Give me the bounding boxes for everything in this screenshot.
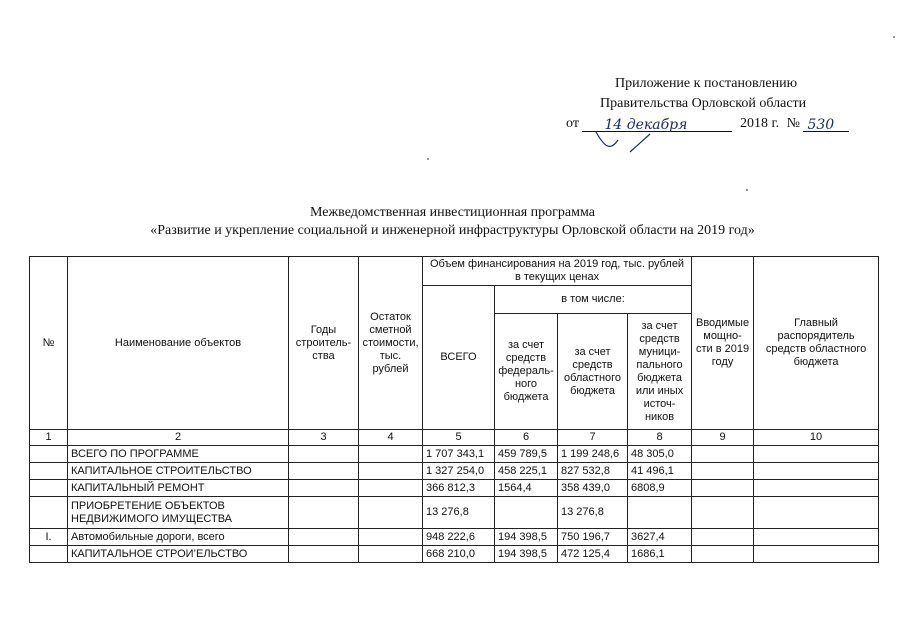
header-num: № (30, 257, 68, 430)
table-row (30, 546, 879, 563)
cell-total: 948 222,6 (423, 529, 495, 546)
cell-federal: 458 225,1 (495, 463, 558, 480)
scan-speck (427, 158, 429, 160)
cell-remainder (359, 480, 423, 497)
col-number: 5 (423, 430, 495, 446)
cell-name: ВСЕГО ПО ПРОГРАММЕ (68, 446, 289, 463)
year-text: 2018 г. (739, 116, 780, 131)
number-handwritten: 530 (807, 117, 835, 133)
header-regional: за счет средств областного бюджета (558, 314, 628, 430)
header-total: ВСЕГО (423, 286, 495, 430)
cell-capacity (692, 463, 754, 480)
cell-total: 668 210,0 (423, 546, 495, 563)
cell-remainder (359, 497, 423, 529)
cell-name: ПРИОБРЕТЕНИЕ ОБЪЕКТОВ НЕДВИЖИМОГО ИМУЩЕСТВА (68, 497, 289, 529)
cell-name: КАПИТАЛЬНОЕ СТРОИТЕЛЬСТВО (68, 463, 289, 480)
cell-regional: 472 125,4 (558, 546, 628, 563)
cell-total: 13 276,8 (423, 497, 495, 529)
cell-years (289, 463, 359, 480)
cell-num (30, 480, 68, 497)
cell-name: КАПИТАЛЬНОЕ СТРОИ’ЕЛЬСТВО (68, 546, 289, 563)
number-field (803, 117, 849, 132)
header-years: Годы строитель-ства (289, 257, 359, 430)
table-body (30, 446, 879, 563)
cell-manager (754, 446, 879, 463)
appendix-line-2: Правительства Орловской области (600, 96, 807, 111)
table-row (30, 497, 879, 529)
cell-total: 1 707 343,1 (423, 446, 495, 463)
cell-capacity (692, 480, 754, 497)
table-row (30, 446, 879, 463)
header-federal: за счет средств федераль-ного бюджета (495, 314, 558, 430)
cell-federal: 194 398,5 (495, 546, 558, 563)
cell-municipal (628, 497, 692, 529)
cell-manager (754, 463, 879, 480)
col-number: 8 (628, 430, 692, 446)
cell-regional: 827 532,8 (558, 463, 628, 480)
cell-municipal: 6808,9 (628, 480, 692, 497)
cell-capacity (692, 497, 754, 529)
cell-name: Автомобильные дороги, всего (68, 529, 289, 546)
scan-speck (746, 189, 748, 191)
appendix-line-1: Приложение к постановлению (615, 76, 798, 91)
header-capacity: Вводимые мощно-сти в 2019 году (692, 257, 754, 430)
header-remainder: Остаток сметной стоимости, тыс. рублей (359, 257, 423, 430)
cell-municipal: 48 305,0 (628, 446, 692, 463)
signature-flourish (590, 128, 680, 158)
header-volume-group: Объем финансирования на 2019 год, тыс. рублей в текущих ценах (423, 257, 692, 286)
col-number: 10 (754, 430, 879, 446)
cell-federal (495, 497, 558, 529)
cell-regional: 358 439,0 (558, 480, 628, 497)
table-row (30, 480, 879, 497)
cell-remainder (359, 529, 423, 546)
col-number: 2 (68, 430, 289, 446)
cell-federal: 459 789,5 (495, 446, 558, 463)
cell-name: КАПИТАЛЬНЫЙ РЕМОНТ (68, 480, 289, 497)
header-incl: в том числе: (495, 286, 692, 314)
cell-capacity (692, 529, 754, 546)
header-name: Наименование объектов (68, 257, 289, 430)
cell-remainder (359, 446, 423, 463)
cell-regional: 1 199 248,6 (558, 446, 628, 463)
cell-manager (754, 529, 879, 546)
header-municipal: за счет средств муници-пального бюджета или иных источ-ников (628, 314, 692, 430)
cell-num (30, 546, 68, 563)
col-number: 3 (289, 430, 359, 446)
cell-regional: 13 276,8 (558, 497, 628, 529)
cell-remainder (359, 546, 423, 563)
cell-num (30, 446, 68, 463)
scan-speck (893, 36, 895, 38)
program-title: Межведомственная инвестиционная программа (310, 205, 595, 220)
cell-years (289, 446, 359, 463)
cell-manager (754, 546, 879, 563)
cell-total: 366 812,3 (423, 480, 495, 497)
cell-total: 1 327 254,0 (423, 463, 495, 480)
cell-remainder (359, 463, 423, 480)
cell-manager (754, 480, 879, 497)
cell-num (30, 497, 68, 529)
cell-years (289, 529, 359, 546)
cell-manager (754, 497, 879, 529)
cell-years (289, 497, 359, 529)
table-row (30, 529, 879, 546)
col-number: 4 (359, 430, 423, 446)
date-handwritten: 14 декабря (604, 117, 688, 133)
col-number: 7 (558, 430, 628, 446)
table-row (30, 463, 879, 480)
col-number: 6 (495, 430, 558, 446)
date-prefix: от (566, 116, 579, 131)
investment-table (29, 256, 879, 563)
header-manager: Главный распорядитель средств областного бюджета (754, 257, 879, 430)
cell-federal: 1564,4 (495, 480, 558, 497)
number-label: № (786, 116, 800, 131)
cell-years (289, 546, 359, 563)
cell-municipal: 3627,4 (628, 529, 692, 546)
cell-capacity (692, 546, 754, 563)
cell-num: I. (30, 529, 68, 546)
cell-years (289, 480, 359, 497)
cell-num (30, 463, 68, 480)
col-number: 9 (692, 430, 754, 446)
program-subtitle: «Развитие и укрепление социальной и инженерной инфраструктуры Орловской области на 2019 год» (150, 223, 755, 238)
cell-federal: 194 398,5 (495, 529, 558, 546)
cell-regional: 750 196,7 (558, 529, 628, 546)
cell-capacity (692, 446, 754, 463)
cell-municipal: 1686,1 (628, 546, 692, 563)
col-number: 1 (30, 430, 68, 446)
cell-municipal: 41 496,1 (628, 463, 692, 480)
